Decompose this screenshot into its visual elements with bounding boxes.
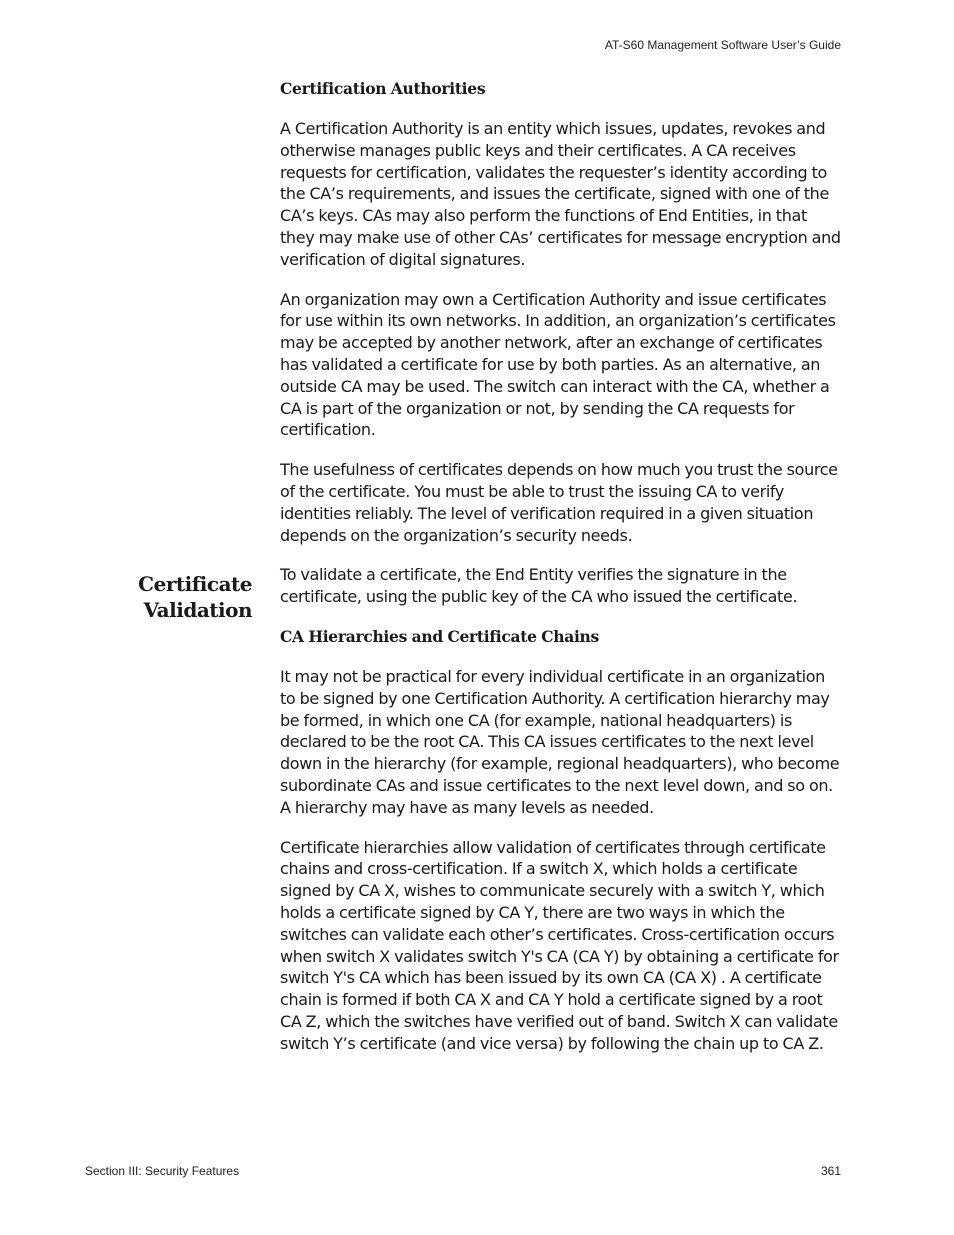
paragraph: A Certification Authority is an entity which issues, updates, revokes and otherwise manages public keys and their certificates. A CA receives requests for certification, validates the requester’s identity according to the CA’s requirements, and issues the certificate, signed with one of the CA’s keys. CAs may also perform the functions of End Entities, in that they may make use of other CAs’ certificates for message encryption and verification of digital signatures. [280,119,841,269]
paragraph: The usefulness of certificates depends on how much you trust the source of the certificate. You must be able to trust the issuing CA to verify identities reliably. The level of verification required in a given situation depends on the organization’s security needs. [280,460,838,545]
paragraph-validation-intro: To validate a certificate, the End Entity verifies the signature in the certificate, using the public key of the CA who issued the certificate. [280,565,798,607]
running-header: AT-S60 Management Software User’s Guide [604,38,841,52]
section-heading-certificate-validation [0,571,252,623]
paragraph: Certificate hierarchies allow validation of certificates through certificate chains and cross-certification. If a switch X, which holds a certificate signed by CA X, wishes to communicate securely with a switch Y, which holds a certificate signed by CA Y, there are two ways in which the switches can validate each other’s certificates. Cross-certification occurs when switch X validates switch Y's CA (CA Y) by obtaining a certificate for switch Y's CA which has been issued by its own CA (CA X) . A certificate chain is formed if both CA X and CA Y hold a certificate signed by a root CA Z, which the switches have verified out of band. Switch X can validate switch Y’s certificate (and vice versa) by following the chain up to CA Z. [280,837,839,1053]
section-heading-line-1: Certificate [138,572,252,596]
sub-heading-certification-authorities: Certification Authorities [280,79,486,98]
main-text-column [280,78,842,1072]
footer-page-number: 361 [820,1164,841,1178]
footer-section-label: Section III: Security Features [85,1164,240,1178]
section-heading-line-2: Validation [143,598,252,622]
sub-heading-ca-hierarchies: CA Hierarchies and Certificate Chains [280,626,599,646]
paragraph: It may not be practical for every individual certificate in an organization to be signed by one Certification Authority. A certification hierarchy may be formed, in which one CA (for example, national headquarters) is declared to be the root CA. This CA issues certificates to the next level down in the hierarchy (for example, regional headquarters), who become subordinate CAs and issue certificates to the next level down, and so on. A hierarchy may have as many levels as needed. [280,666,840,817]
paragraph: An organization may own a Certification Authority and issue certificates for use within its own networks. In addition, an organization’s certificates may be accepted by another network, after an exchange of certificates has validated a certificate for use by both parties. As an alternative, an outside CA may be used. The switch can interact with the CA, whether a CA is part of the organization or not, by sending the CA requests for certification. [280,289,836,440]
